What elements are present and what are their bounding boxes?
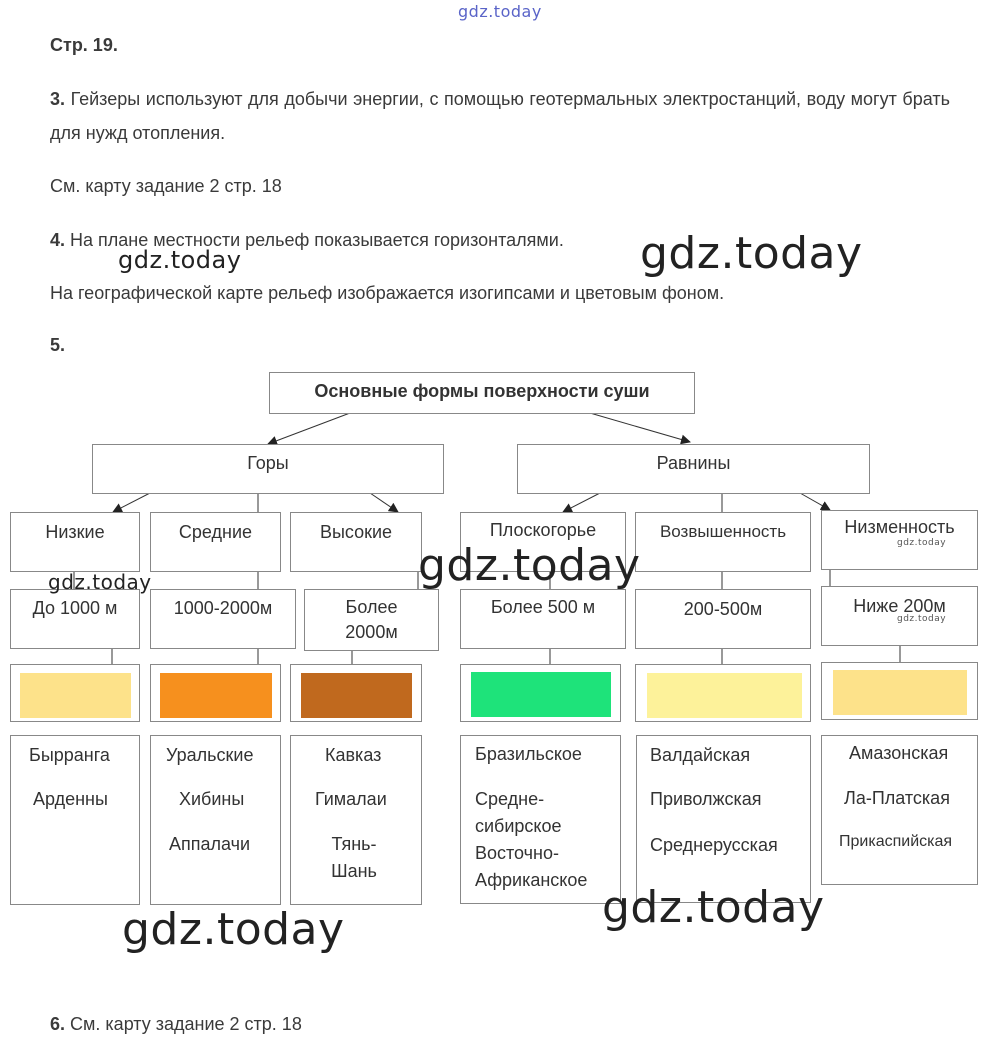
example-plateau-3: Восточно-Африканское — [475, 843, 588, 890]
height-plateau-box — [460, 589, 626, 649]
example-plateau-2: Средне-сибирское — [475, 789, 562, 836]
height-mid-label: 1000-2000м — [173, 598, 273, 618]
height-upland-box — [635, 589, 811, 649]
plains-label: Равнины — [656, 453, 731, 473]
mountains-box — [92, 444, 444, 494]
watermark-8: gdz.today — [897, 614, 947, 624]
watermark-6: gdz.today — [602, 882, 825, 933]
type-upland-box — [635, 512, 811, 572]
example-lowland-3: Прикаспийская — [839, 833, 953, 850]
example-high-3: Тянь-Шань — [331, 834, 377, 881]
type-high-box — [290, 512, 422, 572]
arrow-root-plains — [590, 413, 690, 442]
diagram-root-label: Основные формы поверхности суши — [314, 381, 650, 401]
example-low-2: Арденны — [33, 789, 108, 809]
example-lowland-2: Ла-Платская — [844, 788, 950, 808]
height-lowland-label: Ниже 200м — [853, 596, 946, 616]
swatch-mid — [160, 673, 272, 718]
examples-mid-box — [150, 735, 281, 905]
height-plateau-label: Более 500 м — [490, 597, 596, 617]
examples-high-box — [290, 735, 422, 905]
type-low-box — [10, 512, 140, 572]
question-4-text: На плане местности рельеф показывается горизонталями. — [70, 230, 564, 250]
mountains-label: Горы — [247, 453, 289, 473]
question-6-number: 6. — [50, 1014, 66, 1034]
arrow-root-mountains — [268, 413, 350, 444]
swatch-low — [20, 673, 131, 718]
height-upland-label: 200-500м — [683, 599, 763, 619]
examples-plateau-box — [460, 735, 621, 904]
swatch-lowland — [833, 670, 967, 715]
swatch-mid-box — [150, 664, 281, 722]
question-3-ref: См. карту задание 2 стр. 18 — [50, 176, 282, 196]
type-upland-label: Возвышенность — [659, 522, 787, 541]
arrow-mountains-low — [113, 493, 150, 512]
question-4-number: 4. — [50, 230, 66, 250]
examples-upland-box — [636, 735, 811, 903]
example-mid-2: Хибины — [179, 789, 245, 809]
type-lowland-label: Низменность — [844, 517, 955, 537]
example-upland-1: Валдайская — [650, 745, 751, 765]
height-mid-box — [150, 589, 296, 649]
example-mid-1: Уральские — [166, 745, 254, 765]
page-heading: Стр. 19. — [50, 35, 118, 55]
type-low-label: Низкие — [45, 522, 105, 542]
examples-lowland-box — [821, 735, 978, 885]
arrow-mountains-high — [370, 493, 398, 512]
watermark-2: gdz.today — [640, 228, 863, 279]
swatch-low-box — [10, 664, 140, 722]
swatch-plateau-box — [460, 664, 621, 722]
question-4-line2: На географической карте рельеф изображается изогипсами и цветовым фоном. — [50, 283, 725, 303]
height-high-box — [304, 589, 439, 651]
swatch-plateau — [471, 672, 611, 717]
watermark-4: gdz.today — [48, 570, 152, 594]
type-mid-label: Средние — [178, 522, 253, 542]
arrow-plains-lowland — [800, 493, 830, 510]
type-plateau-label: Плоскогорье — [489, 520, 597, 540]
type-high-label: Высокие — [319, 522, 393, 542]
example-high-1: Кавказ — [325, 745, 382, 765]
question-5-number: 5. — [50, 335, 66, 355]
example-lowland-1: Амазонская — [849, 743, 949, 763]
question-3-number: 3. — [50, 89, 66, 109]
example-plateau-1: Бразильское — [475, 744, 582, 764]
example-mid-3: Аппалачи — [169, 834, 251, 854]
type-mid-box — [150, 512, 281, 572]
question-6-text: См. карту задание 2 стр. 18 — [70, 1014, 302, 1034]
example-upland-3: Среднерусская — [650, 835, 778, 855]
height-low-box — [10, 589, 140, 649]
watermark-top: gdz.today — [458, 2, 542, 21]
example-low-1: Бырранга — [29, 745, 110, 765]
question-3-text: Гейзеры используют для добычи энергии, с помощью геотермальных электростанций, воду могут брать для нужд отопления. — [50, 89, 950, 143]
plains-box — [517, 444, 870, 494]
watermark-3: gdz.today — [418, 540, 641, 591]
arrow-plains-plateau — [563, 493, 600, 512]
watermark-1: gdz.today — [118, 246, 242, 274]
watermark-5: gdz.today — [122, 904, 345, 955]
swatch-upland — [647, 673, 802, 718]
watermark-7: gdz.today — [897, 538, 947, 548]
swatch-high — [301, 673, 412, 718]
diagram-root-box — [269, 372, 695, 414]
example-upland-2: Приволжская — [650, 789, 762, 809]
swatch-high-box — [290, 664, 422, 722]
examples-low-box — [10, 735, 140, 905]
height-low-label: До 1000 м — [32, 598, 118, 618]
swatch-lowland-box — [821, 662, 978, 720]
swatch-upland-box — [635, 664, 811, 722]
example-high-2: Гималаи — [315, 789, 387, 809]
height-high-label: Более 2000м — [345, 597, 398, 642]
question-6 — [50, 1007, 302, 1041]
